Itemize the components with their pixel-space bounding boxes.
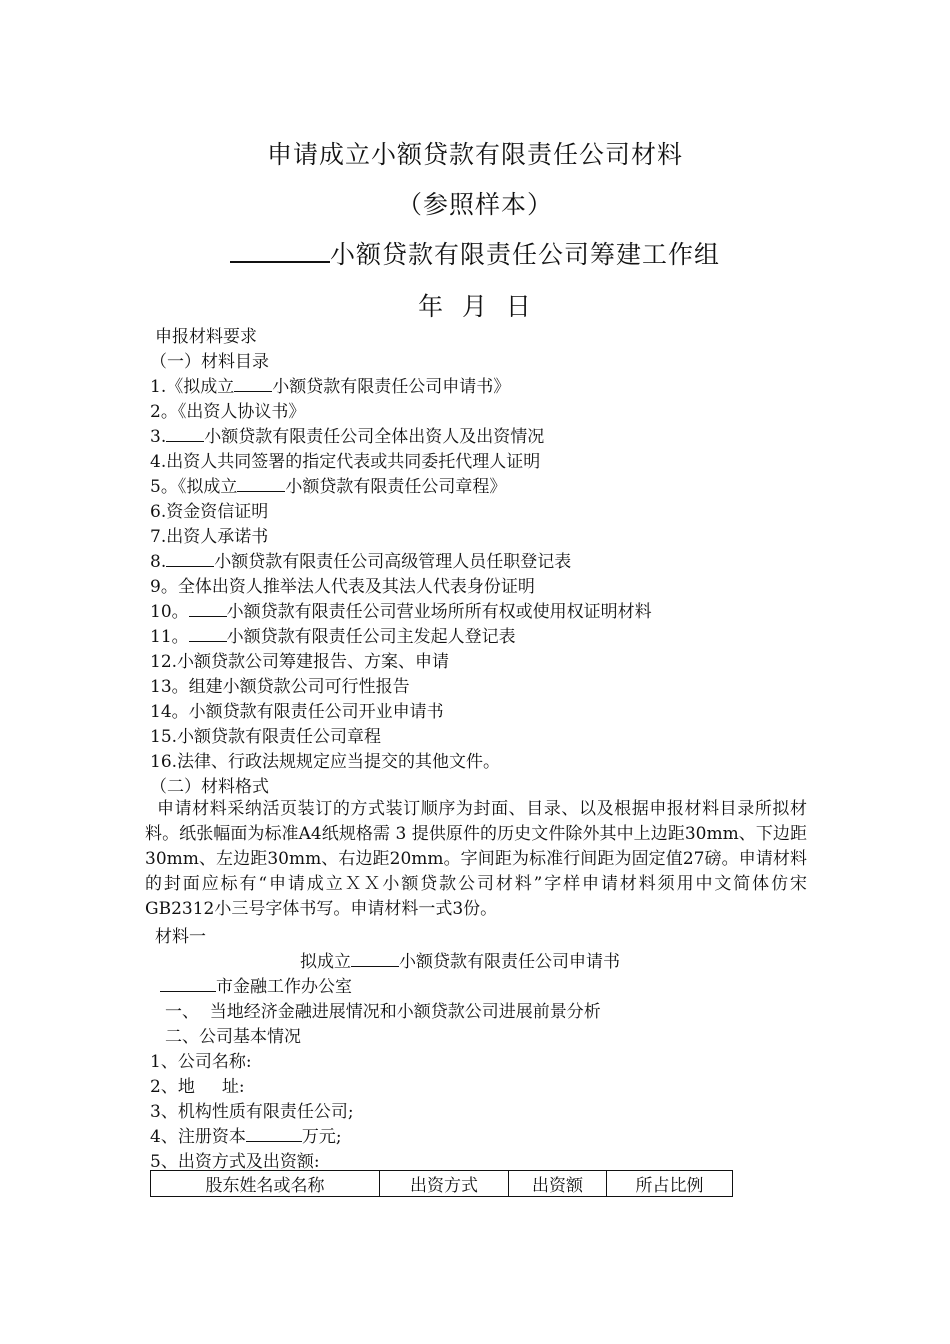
working-group-suffix: 小额贷款有限责任公司筹建工作组 xyxy=(329,240,720,269)
format-heading: （二）材料格式 xyxy=(150,777,269,797)
table-header-row xyxy=(151,1171,733,1197)
blank-line xyxy=(166,552,214,567)
catalog-heading: （一）材料目录 xyxy=(150,352,269,372)
application-title: 拟成立 小额贷款有限责任公司申请书 xyxy=(300,952,620,972)
list-item: 13。组建小额贷款公司可行性报告 xyxy=(150,677,410,697)
list-item: 6.资金资信证明 xyxy=(150,502,269,522)
list-item: 16.法律、行政法规规定应当提交的其他文件。 xyxy=(150,752,501,772)
list-item: 11。 小额贷款有限责任公司主发起人登记表 xyxy=(150,627,516,647)
blank-line xyxy=(246,1127,302,1142)
addressee-line: 市金融工作办公室 xyxy=(160,977,352,997)
document-title: 申请成立小额贷款有限责任公司材料 xyxy=(266,140,683,169)
field-capital: 4、注册资本 万元; xyxy=(150,1127,342,1147)
column-header: 所占比例 xyxy=(607,1171,733,1197)
date-line: 年 月 日 xyxy=(418,292,532,321)
field-address: 2、地 址: xyxy=(150,1077,245,1097)
field-nature: 3、机构性质有限责任公司; xyxy=(150,1102,354,1122)
blank-line xyxy=(237,477,285,492)
list-item: 4.出资人共同签署的指定代表或共同委托代理人证明 xyxy=(150,452,541,472)
list-item: 8. 小额贷款有限责任公司高级管理人员任职登记表 xyxy=(150,552,572,572)
list-item: 9。全体出资人推举法人代表及其法人代表身份证明 xyxy=(150,577,535,597)
column-header: 出资方式 xyxy=(380,1171,509,1197)
blank-line xyxy=(160,977,216,992)
list-item: 14。小额贷款有限责任公司开业申请书 xyxy=(150,702,444,722)
list-item: 12.小额贷款公司筹建报告、方案、申请 xyxy=(150,652,450,672)
org-name-blank xyxy=(230,243,330,263)
section-one: 一、 当地经济金融进展情况和小额贷款公司进展前景分析 xyxy=(165,1002,601,1022)
column-header: 股东姓名或名称 xyxy=(151,1171,380,1197)
document-subtitle: （参照样本） xyxy=(396,190,553,219)
blank-line xyxy=(189,627,227,642)
material-label: 材料一 xyxy=(155,927,206,947)
blank-line xyxy=(189,602,227,617)
list-item: 2。《出资人协议书》 xyxy=(150,402,306,422)
shareholder-table xyxy=(150,1170,733,1197)
requirements-heading: 申报材料要求 xyxy=(155,327,257,347)
list-item: 1.《拟成立 小额贷款有限责任公司申请书》 xyxy=(150,377,511,397)
blank-line xyxy=(351,952,399,967)
list-item: 10。 小额贷款有限责任公司营业场所所有权或使用权证明材料 xyxy=(150,602,652,622)
section-two: 二、公司基本情况 xyxy=(165,1027,301,1047)
field-contribution: 5、出资方式及出资额: xyxy=(150,1152,320,1172)
blank-line xyxy=(166,427,204,442)
column-header: 出资额 xyxy=(509,1171,607,1197)
list-item: 15.小额贷款有限责任公司章程 xyxy=(150,727,382,747)
list-item: 3. 小额贷款有限责任公司全体出资人及出资情况 xyxy=(150,427,545,447)
blank-line xyxy=(234,377,272,392)
list-item: 7.出资人承诺书 xyxy=(150,527,269,547)
format-paragraph: 申请材料采纳活页装订的方式装订顺序为封面、目录、以及根据申报材料目录所拟材料。纸张幅面为标准A4纸规格需 3 提供原件的历史文件除外其中上边距30mm、下边距30mm、左边距30mm、右边距20mm。字间距为标准行间距为固定值27磅。申请材料的封面应标有“申请成立ＸＸ小额贷款公司材料”字样申请材料须用中文简体仿宋GB2312小三号字体书写。申请材料一式3份。 xyxy=(145,799,807,919)
list-item: 5。《拟成立 小额贷款有限责任公司章程》 xyxy=(150,477,507,497)
working-group-line xyxy=(0,235,950,271)
field-company-name: 1、公司名称: xyxy=(150,1052,252,1072)
